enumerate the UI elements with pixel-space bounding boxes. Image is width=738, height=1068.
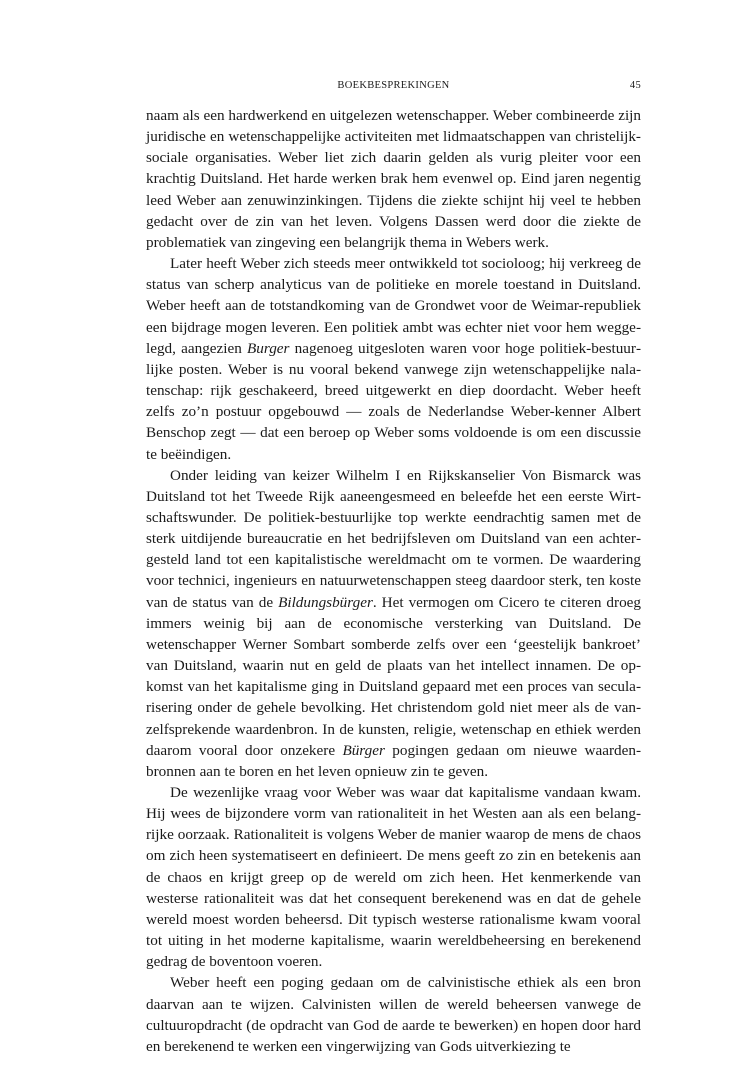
paragraph-3-text-b: . Het vermogen om Cicero te citeren droeg immers weinig bij aan de economische versterking van Duitsland. De wetenschapper Werner Sombart somberde zelfs over een ‘geestelijk bankroet’ van Duitsland, waarin nut en geld de plaats van het intellect innamen. De opkomst van het kapitalisme ging in Duitsland gepaard met een proces van secularisering onder de gehele bevolking. Het christendom gold niet meer als de vanzelfsprekende waardenbron. In de kunsten, religie, wetenschap en ethiek werden daarom vooral door onzekere — [146, 593, 641, 759]
paragraph-3-text-c: pogingen gedaan om nieuwe waardenbronnen aan te boren en het leven opnieuw zin te geven. — [146, 741, 642, 780]
paragraph-4-text: De wezenlijke vraag voor Weber was waar dat kapitalisme vandaan kwam. Hij wees de bijzondere vorm van rationaliteit in het Westen aan als een belangrijke oorzaak. Rationaliteit is volgens Weber de manier waarop de mens de chaos om zich heen systematiseert en definieert. De mens geeft zo zin en betekenis aan de chaos en krijgt greep op de wereld om zich heen. Het kenmerkende van westerse rationaliteit was dat het consequent berekenend was en dat de gehele wereld moest worden beheersd. Dit typisch westerse rationalisme kwam vooral tot uiting in het moderne kapitalisme, waarin wereldbeheersing en berekenend gedrag de boventoon voeren. — [146, 784, 641, 971]
paragraph-4 — [146, 782, 641, 972]
paragraph-3-italic-bildungsburger: Bildungsbürger — [278, 593, 373, 611]
page-number: 45 — [629, 80, 641, 91]
paragraph-2-text-b: nagenoeg uitgesloten waren voor hoge politiek-bestuurlijke posten. Weber is nu vooral bekend vanwege zijn wetenschappelijke nalatenschap: rijk geschakeerd, breed uitgewerkt en diep doordacht. Weber heeft zelfs zo’n postuur opgebouwd — zoals de Nederlandse Weber-kenner Albert Benschop zegt — dat een beroep op Weber soms voldoende is om een discussie te beëindigen. — [146, 339, 642, 463]
paragraph-2 — [146, 253, 641, 465]
running-title: BOEKBESPREKINGEN — [337, 80, 450, 91]
paragraph-3 — [146, 465, 641, 782]
paragraph-5 — [146, 972, 641, 1057]
body-text — [146, 105, 641, 1057]
paragraph-2-italic-burger: Burger — [247, 339, 290, 357]
paragraph-3-text-a: Onder leiding van keizer Wilhelm I en Rijkskanselier Von Bismarck was Duitsland tot het Tweede Rijk aaneengesmeed en beleefde het een eerste Wirtschaftswunder. De politiek-bestuurlijke top werkte eendrachtig samen met de sterk uitdijende bureaucratie en het bedrijfsleven om Duitsland van een achtergesteld land tot een kapitalistische wereldmacht om te vormen. De waardering voor technici, ingenieurs en natuurwetenschappen steeg daardoor sterk, ten koste van de status van de — [146, 466, 641, 611]
paragraph-1 — [146, 105, 641, 253]
paragraph-3-italic-burger: Bürger — [342, 741, 385, 759]
paragraph-5-text: Weber heeft een poging gedaan om de calvinistische ethiek als een bron daarvan aan te wijzen. Calvinisten willen de wereld beheersen vanwege de cultuuropdracht (de opdracht van God de aarde te bewerken) en hopen door hard en berekenend te werken een vingerwijzing van Gods uitverkiezing te — [146, 974, 641, 1055]
running-header — [146, 80, 641, 96]
paragraph-1-text: naam als een hardwerkend en uitgelezen wetenschapper. Weber combineerde zijn juridische en wetenschappelijke activiteiten met lidmaatschappen van christelijk-sociale organisaties. Weber liet zich daarin gelden als vurig pleiter voor een krachtig Duitsland. Het harde werken brak hem evenwel op. Eind jaren negentig leed Weber aan zenuwinzinkingen. Tijdens die ziekte schijnt hij veel te hebben gedacht over de zin van het leven. Volgens Dassen werd door die ziekte de problematiek van zingeving een belangrijk thema in Webers werk. — [146, 107, 641, 251]
paragraph-2-text-a: Later heeft Weber zich steeds meer ontwikkeld tot socioloog; hij verkreeg de status van scherp analyticus van de politieke en morele toestand in Duitsland. Weber heeft aan de totstandkoming van de Grondwet voor de Weimar-republiek een bijdrage mogen leveren. Een politiek ambt was echter niet voor hem weggelegd, aangezien — [146, 255, 641, 357]
